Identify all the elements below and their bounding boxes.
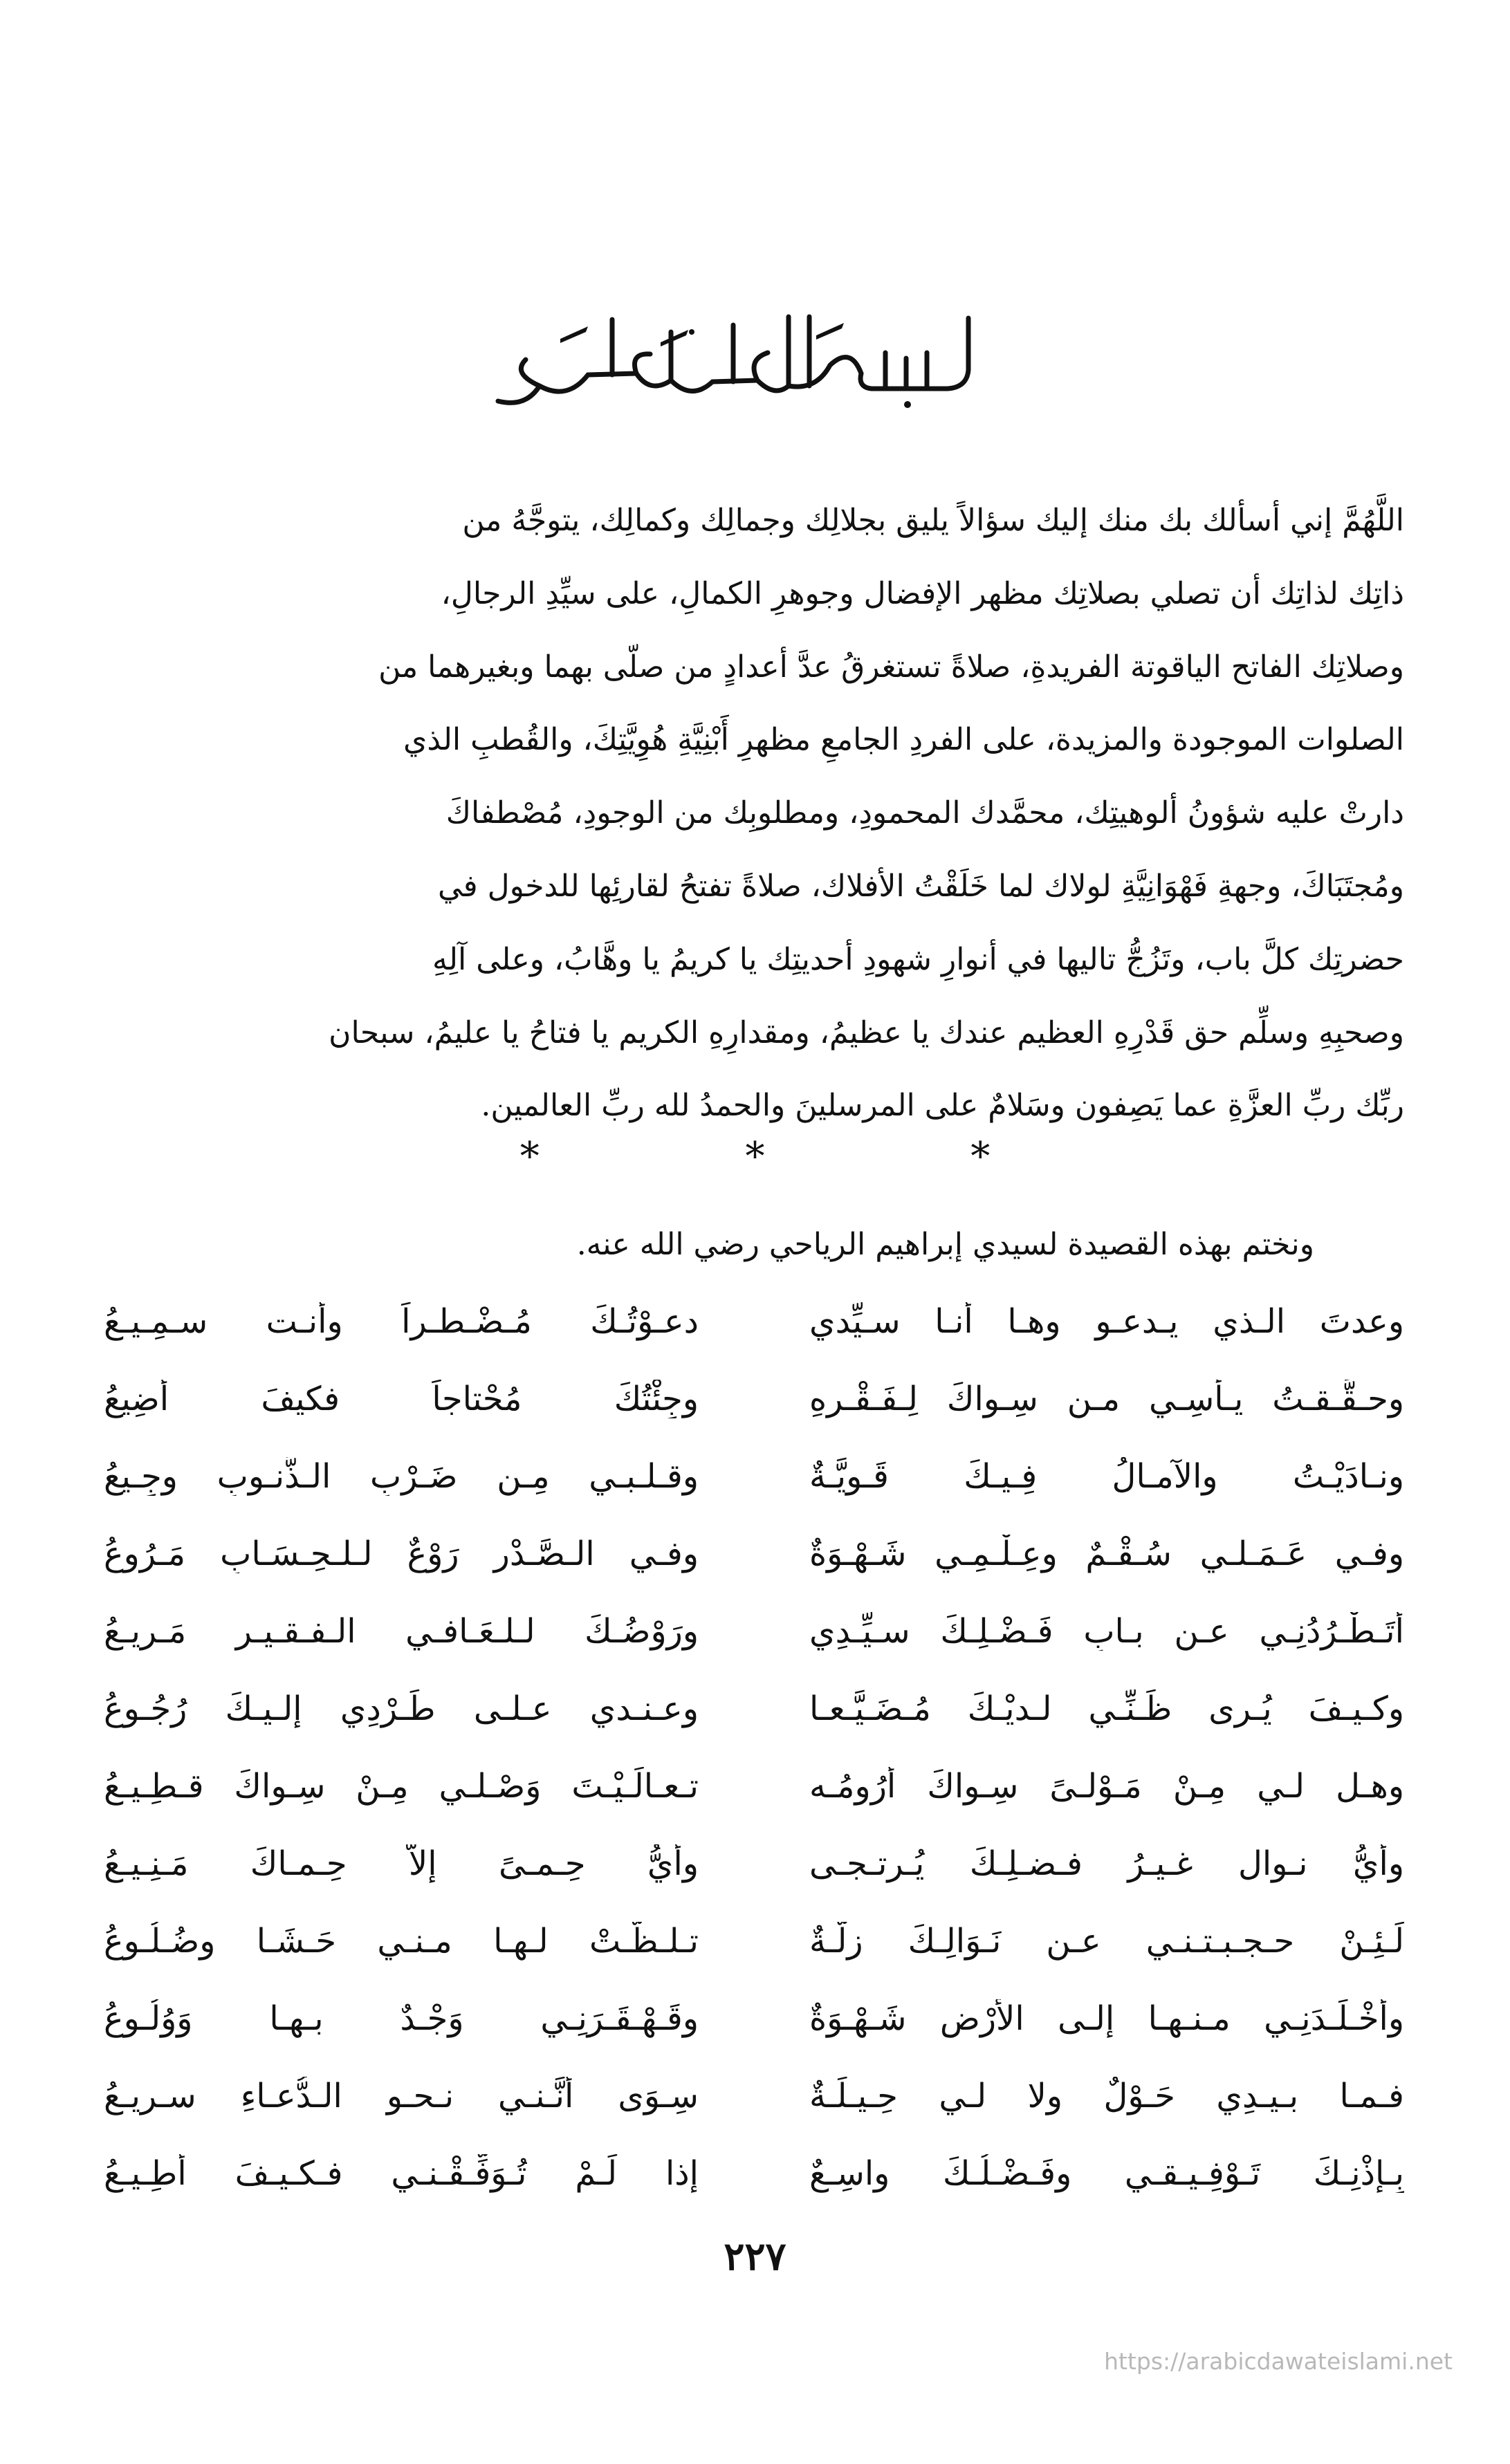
poem-verse	[104, 1438, 1404, 1515]
prayer-line: دارتْ عليه شؤونُ ألوهيتِك، محمَّدك المحمودِ، ومطلوبِك من الوجودِ، مُصْطفاكَ	[445, 795, 1404, 831]
poem-verse	[104, 1360, 1404, 1438]
prayer-line: حضرتِك كلَّ باب، وتَزُجُّ تاليها في أنوارِ شهودِ أحديتِك يا كريمُ يا وهَّابُ، وعلى آلِهِ	[432, 941, 1404, 977]
prayer-line: ومُجتَبَاكَ، وجهةِ فَهْوَانِيَّةِ لولاك لما خَلَقْتُ الأفلاك، صلاةً تفتحُ لقارئِها للدخول في	[437, 868, 1404, 904]
verse-first-hemistich: وكـيـفَ يُـرى ظَـنِّـي لـديْـكَ مُـضَـيَّـعـا	[809, 1689, 1404, 1728]
verse-first-hemistich: وأيُّ نـوال غـيـرُ فـضـلِـكَ يُـرتـجـى	[809, 1844, 1404, 1883]
verse-second-hemistich: وفـي الـصَّـدْرِ رَوْعٌ لـلـحِـسَـابِ مَـرُوعُ	[104, 1535, 699, 1573]
section-divider: * * *	[519, 1134, 1087, 1179]
basmala-calligraphy	[484, 304, 982, 415]
verse-second-hemistich: وأيُّ حِـمـىً إلاّ حِـمـاكَ مَـنِـيـعُ	[104, 1844, 699, 1883]
poem-verse	[104, 1515, 1404, 1593]
verse-first-hemistich: ونـادَيْـتُ والآمـالُ فِـيـكَ قَـوِيَّـةٌ	[809, 1457, 1404, 1496]
verse-second-hemistich: وجِئْتُكَ مُحْتاجاً فكيفَ أضِيعُ	[104, 1380, 699, 1418]
verse-second-hemistich: إذا لَـمْ تُـوَفِّـقْـنـي فـكـيـفَ أُطِـيـعُ	[104, 2154, 699, 2193]
poem-verse	[104, 2135, 1404, 2212]
prayer-line: وصحبِهِ وسلِّم حق قَدْرِهِ العظيم عندك يا عظيمُ، ومقدارِهِ الكريم يا فتاحُ يا عليمُ، سبحان	[329, 1015, 1404, 1050]
basmala-calligraphy-icon	[484, 304, 982, 415]
poem-verse	[104, 2057, 1404, 2135]
page-number: ٢٢٧	[724, 2234, 786, 2279]
poem-verse	[104, 1825, 1404, 1902]
verse-second-hemistich: وقـلـبـي مِـن ضَـرْبِ الـذُّنـوبِ وجِـيعُ	[104, 1457, 699, 1496]
verse-second-hemistich: وقَـهْـقَـرَنِـي وَجْـدٌ بـهـا وَوُلُـوعُ	[104, 1999, 699, 2038]
verse-first-hemistich: لَـئِـنْ حـجـبـتـنـي عـن نَـوَالِـكَ زلَّـةٌ	[809, 1922, 1404, 1961]
verse-second-hemistich: تـلـظَّـتْ لـهـا مـنـي حَـشَـا وضُـلُـوعُ	[104, 1922, 699, 1961]
prayer-line: وصلاتِك الفاتح الياقوتة الفريدةِ، صلاةً تستغرقُ عدَّ أعدادٍ من صلّى بهما وبغيرهما من	[378, 649, 1404, 685]
poem	[104, 1283, 1404, 2212]
verse-second-hemistich: وعـنـدي عـلـى طَـرْدِي إلـيـكَ رُجُـوعُ	[104, 1689, 699, 1728]
poem-verse	[104, 1670, 1404, 1748]
verse-first-hemistich: وحـقَّـقـتُ يـأسِـي مـن سِـواكَ لِـفَـقْـرهِ	[809, 1380, 1404, 1418]
verse-first-hemistich: وأخْـلَـدَنِـي مـنـهـا إلـى الأرْضِ شَـهْـوَةٌ	[809, 1999, 1404, 2038]
poem-verse	[104, 1902, 1404, 1980]
verse-second-hemistich: تـعـالَـيْـتَ وَصْـلـي مِـنْ سِـواكَ قـطِـيـعُ	[104, 1767, 699, 1806]
poem-verse	[104, 1593, 1404, 1670]
poem-verse	[104, 1283, 1404, 1360]
verse-first-hemistich: وفـي عَـمَـلـي سُـقْـمٌ وعِـلْـمِـي شَـهْـوَةٌ	[809, 1535, 1404, 1573]
verse-second-hemistich: ورَوْضُـكَ لـلـعَـافـي الـفـقـيـرِ مَـرِيـعُ	[104, 1612, 699, 1651]
verse-first-hemistich: أتَـطْـرُدُنِـي عـن بـابِ فَـضْـلِـكَ سـيِّـدِي	[809, 1612, 1404, 1651]
verse-second-hemistich: دعـوْتُـكَ مُـضْـطـراً وأنـت سـمِـيـعُ	[104, 1302, 699, 1341]
watermark-url: https://arabicdawateislami.net	[1104, 2348, 1453, 2375]
prayer-line: الصلوات الموجودة والمزيدة، على الفردِ الجامعِ مظهرِ أَبْنِيَّةِ هُوِيَّتِكَ، والقُطبِ الذي	[403, 722, 1404, 758]
poem-verse	[104, 1980, 1404, 2057]
prayer-line: ذاتِك لذاتِك أن تصلي بصلاتِك مظهر الإفضال وجوهرِ الكمالِ، على سيِّدِ الرجالِ،	[441, 575, 1404, 611]
poem-introduction: ونختم بهذه القصيدة لسيدي إبراهيم الرياحي رضي الله عنه.	[576, 1227, 1314, 1262]
verse-first-hemistich: وعدتَ الـذي يـدعـو وهـا أنـا سـيِّدي	[809, 1302, 1404, 1341]
opening-prayer	[104, 484, 1404, 1142]
prayer-line: ربِّك ربِّ العزَّةِ عما يَصِفون وسَلامٌ على المرسلينَ والحمدُ لله ربِّ العالمين.	[481, 1088, 1404, 1124]
prayer-line: اللَّهُمَّ إني أسألك بك منك إليك سؤالاً يليق بجلالِك وجمالِك وكمالِك، يتوجَّهُ من	[462, 503, 1404, 538]
poem-verse	[104, 1748, 1404, 1825]
verse-first-hemistich: فـمـا بـيـدِي حَـوْلٌ ولا لـي حِـيـلَـةٌ	[809, 2077, 1404, 2115]
verse-first-hemistich: بِـإذْنِـكَ تَـوْفِـيـقـي وفَـضْـلُـكَ واسِـعٌ	[809, 2154, 1404, 2193]
verse-first-hemistich: وهـل لـي مِـنْ مَـوْلـىً سِـواكَ أرُومُـه	[809, 1767, 1404, 1806]
verse-second-hemistich: سِـوَى أنَّـنـي نـحـو الـدُّعـاءِ سـرِيـعُ	[104, 2077, 699, 2115]
